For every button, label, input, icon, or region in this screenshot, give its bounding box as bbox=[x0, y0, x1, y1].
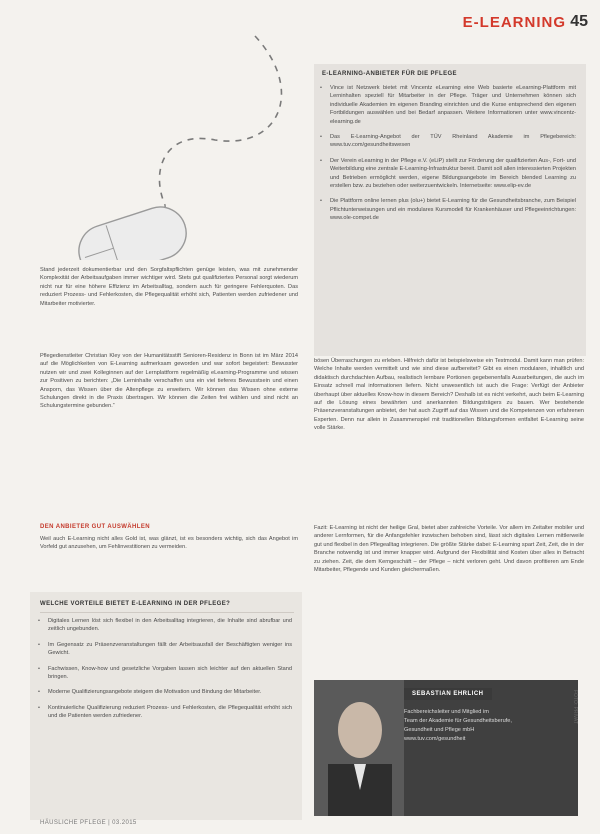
author-bio-line: www.tuv.com/gesundheit bbox=[404, 736, 466, 742]
author-bio bbox=[404, 708, 572, 744]
benefit-item: • Moderne Qualifizierungsangebote steigern die Motivation und Bindung der Mitarbeiter. bbox=[36, 688, 292, 696]
benefits-title: WELCHE VORTEILE BIETET E-LEARNING IN DER PFLEGE? bbox=[40, 601, 231, 607]
divider bbox=[40, 612, 294, 613]
body-paragraph: bösen Überraschungen zu erleben. Hilfreich dafür ist beispielsweise ein Testmodul. Damit kann man prüfen: Welche Inhalte werden vermittelt und wie sind diese aufbereitet? Gibt es einen modularen, inhaltlich und didaktisch durchdachten Aufbau, realistisch lernbare Portionen gegebenenfalls Ausarbeitungen, die auch im Einsatz schnell mal informationen liefern. Nicht unwesentlich ist auch die Frage: Verfügt der Anbieter überhaupt über aktuelles Know-how in diesem Bereich? Deshalb ist es nicht verkehrt, auch beim E-Learning auf die Lösung eines bewährten und anerkannten Bildungsträgers zu bauen. Wer bestehende Präsenzveranstaltungen anbietet, der hat auch Zugriff auf das Wissen und die Kompetenzen von erfahrenen Experten. Denn nur allein in Zusammenspiel mit traditionellen Bildungsformen entfaltet E-Learning seine volle Stärke. bbox=[314, 358, 584, 432]
section-title: E-LEARNING bbox=[462, 14, 566, 31]
provider-item: • Das E-Learning-Angebot der TÜV Rheinland Akademie im Pflegebereich: www.tuv.com/gesundheitswesen bbox=[318, 133, 576, 150]
mouse-illustration-icon bbox=[55, 30, 315, 260]
author-photo-icon bbox=[314, 680, 404, 816]
benefit-item: • Digitales Lernen löst sich flexibel in den Arbeitsalltag integrieren, die Inhalte sind abrufbar und zeitlich ungebunden. bbox=[36, 617, 292, 634]
providers-title: E-LEARNING-ANBIETER FÜR DIE PFLEGE bbox=[322, 71, 457, 77]
body-paragraph: Weil auch E-Learning nicht alles Gold ist, was glänzt, ist es besonders wichtig, sich das Angebot im Vorfeld gut anzusehen, um Fehlinvestitionen zu vermeiden. bbox=[40, 536, 298, 551]
provider-item: • Der Verein eLearning in der Pflege e.V. (eLiP) stellt zur Förderung der qualifizierten Aus-, Fort- und Weiterbildung eine zentrale E-Learning-Infrastruktur bereit. Damit soll allen interessierten Projekten und Betrieben ermöglicht werden, eigene Bildungsangebote im Bereich blended Learning zu erstellen bzw. zu beziehen oder weiterzuentwickeln. Internetseite: www.elip-ev.de bbox=[318, 157, 576, 191]
page-number: 45 bbox=[570, 13, 588, 30]
conclusion-paragraph: Fazit: E-Learning ist nicht der heilige Gral, bietet aber zahlreiche Vorteile. Vor allem im Zeitalter mobiler und anderer Lernformen, für die Anfangsfehler inzwischen behoben sind, lässt sich digitales Lernen mittlerweile gut und flexibel in den Pflegealltag integrieren. Die größte Stärke dabei: E-Learning spart Zeit, Zeit, die in der Branche notwendig ist und immer knapper wird. Aufgrund der Flexibilität sind Kosten über alles in Betracht zu ziehen. Zeit, die dem Kerngeschäft – der Pflege – nicht verloren geht. Und davon profitieren am Ende Mitarbeiter, Pflegende und Kunden gleichermaßen. bbox=[314, 525, 584, 574]
author-bio-line: Gesundheit und Pflege mbH bbox=[404, 727, 475, 733]
author-bio-line: Team der Akademie für Gesundheitsberufe, bbox=[404, 718, 512, 724]
intro-paragraph: Stand jederzeit dokumentierbar und den Sorgfaltspflichten genüge leisten, was mit zunehmender Komplexität der Arbeitsaufgaben immer wichtiger wird. Stets gut qualifiziertes Personal sorgt wiederum nicht nur für eine höhere Effizienz im Arbeitsalltag, sondern auch für geringere Fehlerquoten. Das reduziert Prozess- und Fehlerkosten, die Pflegequalität erhöht sich, Patienten werden zufriedener und Mitarbeiter motivierter. bbox=[40, 267, 298, 307]
benefits-list bbox=[36, 617, 292, 728]
benefit-item: • Fachwissen, Know-how und gesetzliche Vorgaben lassen sich leichter auf den aktuellen Stand bringen. bbox=[36, 665, 292, 682]
provider-item: • Vince ist Netzwerk bietet mit Vincentz eLearning eine Web basierte eLearning-Plattform mit Lerninhalten speziell für Mitarbeiter in der Pflege. Träger und Unternehmen können sich individuelle Akademien im eigenen Branding einrichten und die Kurse entsprechend den eigenen Fortbildungen auswählen und bei Bedarf anpassen. Weitere Informationen unter www.vincentz-elearning.de bbox=[318, 84, 576, 126]
footer: HÄUSLICHE PFLEGE | 03.2015 bbox=[40, 820, 137, 826]
author-bio-line: Fachbereichsleiter und Mitglied im bbox=[404, 709, 489, 715]
section-heading: DEN ANBIETER GUT AUSWÄHLEN bbox=[40, 524, 150, 530]
photo-credit: FOTO: PRIVAT bbox=[572, 690, 578, 724]
providers-list bbox=[318, 84, 576, 230]
body-paragraph: Pflegedienstleiter Christian Kley von der Humanitätsstift Senioren-Residenz in Bonn ist im März 2014 auf die Möglichkeiten von E-Learning aufmerksam geworden und war sofort begeistert: Bewusster nutzen wir und zwei Kolleginnen auf der Lernplattform regelmäßig eLearning-Programme und wissen zur Positiven zu berichten: „Die Lerninhalte verschaffen uns ein viel tieferes Bewusstsein und einen Ansporn, das Wissen über die Altenpflege zu erweitern. Wir können das Wissen ohne externe Schulungen direkt in die Praxis übertragen. Wir können die Zeiten frei wählen und sind nicht an Schulungstermine gebunden.“ bbox=[40, 353, 298, 410]
benefit-item: • Kontinuierliche Qualifizierung reduziert Prozess- und Fehlerkosten, die Pflegequalität erhöht sich und die Patienten werden zufriedener. bbox=[36, 704, 292, 721]
benefit-item: • Im Gegensatz zu Präsenzveranstaltungen fällt der Arbeitsausfall der Beschäftigten weniger ins Gewicht. bbox=[36, 641, 292, 658]
provider-item: • Die Plattform online lernen plus (olu+) bietet E-Learning für die Gesundheitsbranche, zum Beispiel Pflichtunterweisungen und ein modulares Kursmodell für Krankenhäuser und Pflegeeinrichtungen: www.ole-compet.de bbox=[318, 197, 576, 222]
author-name: SEBASTIAN EHRLICH bbox=[404, 688, 492, 700]
